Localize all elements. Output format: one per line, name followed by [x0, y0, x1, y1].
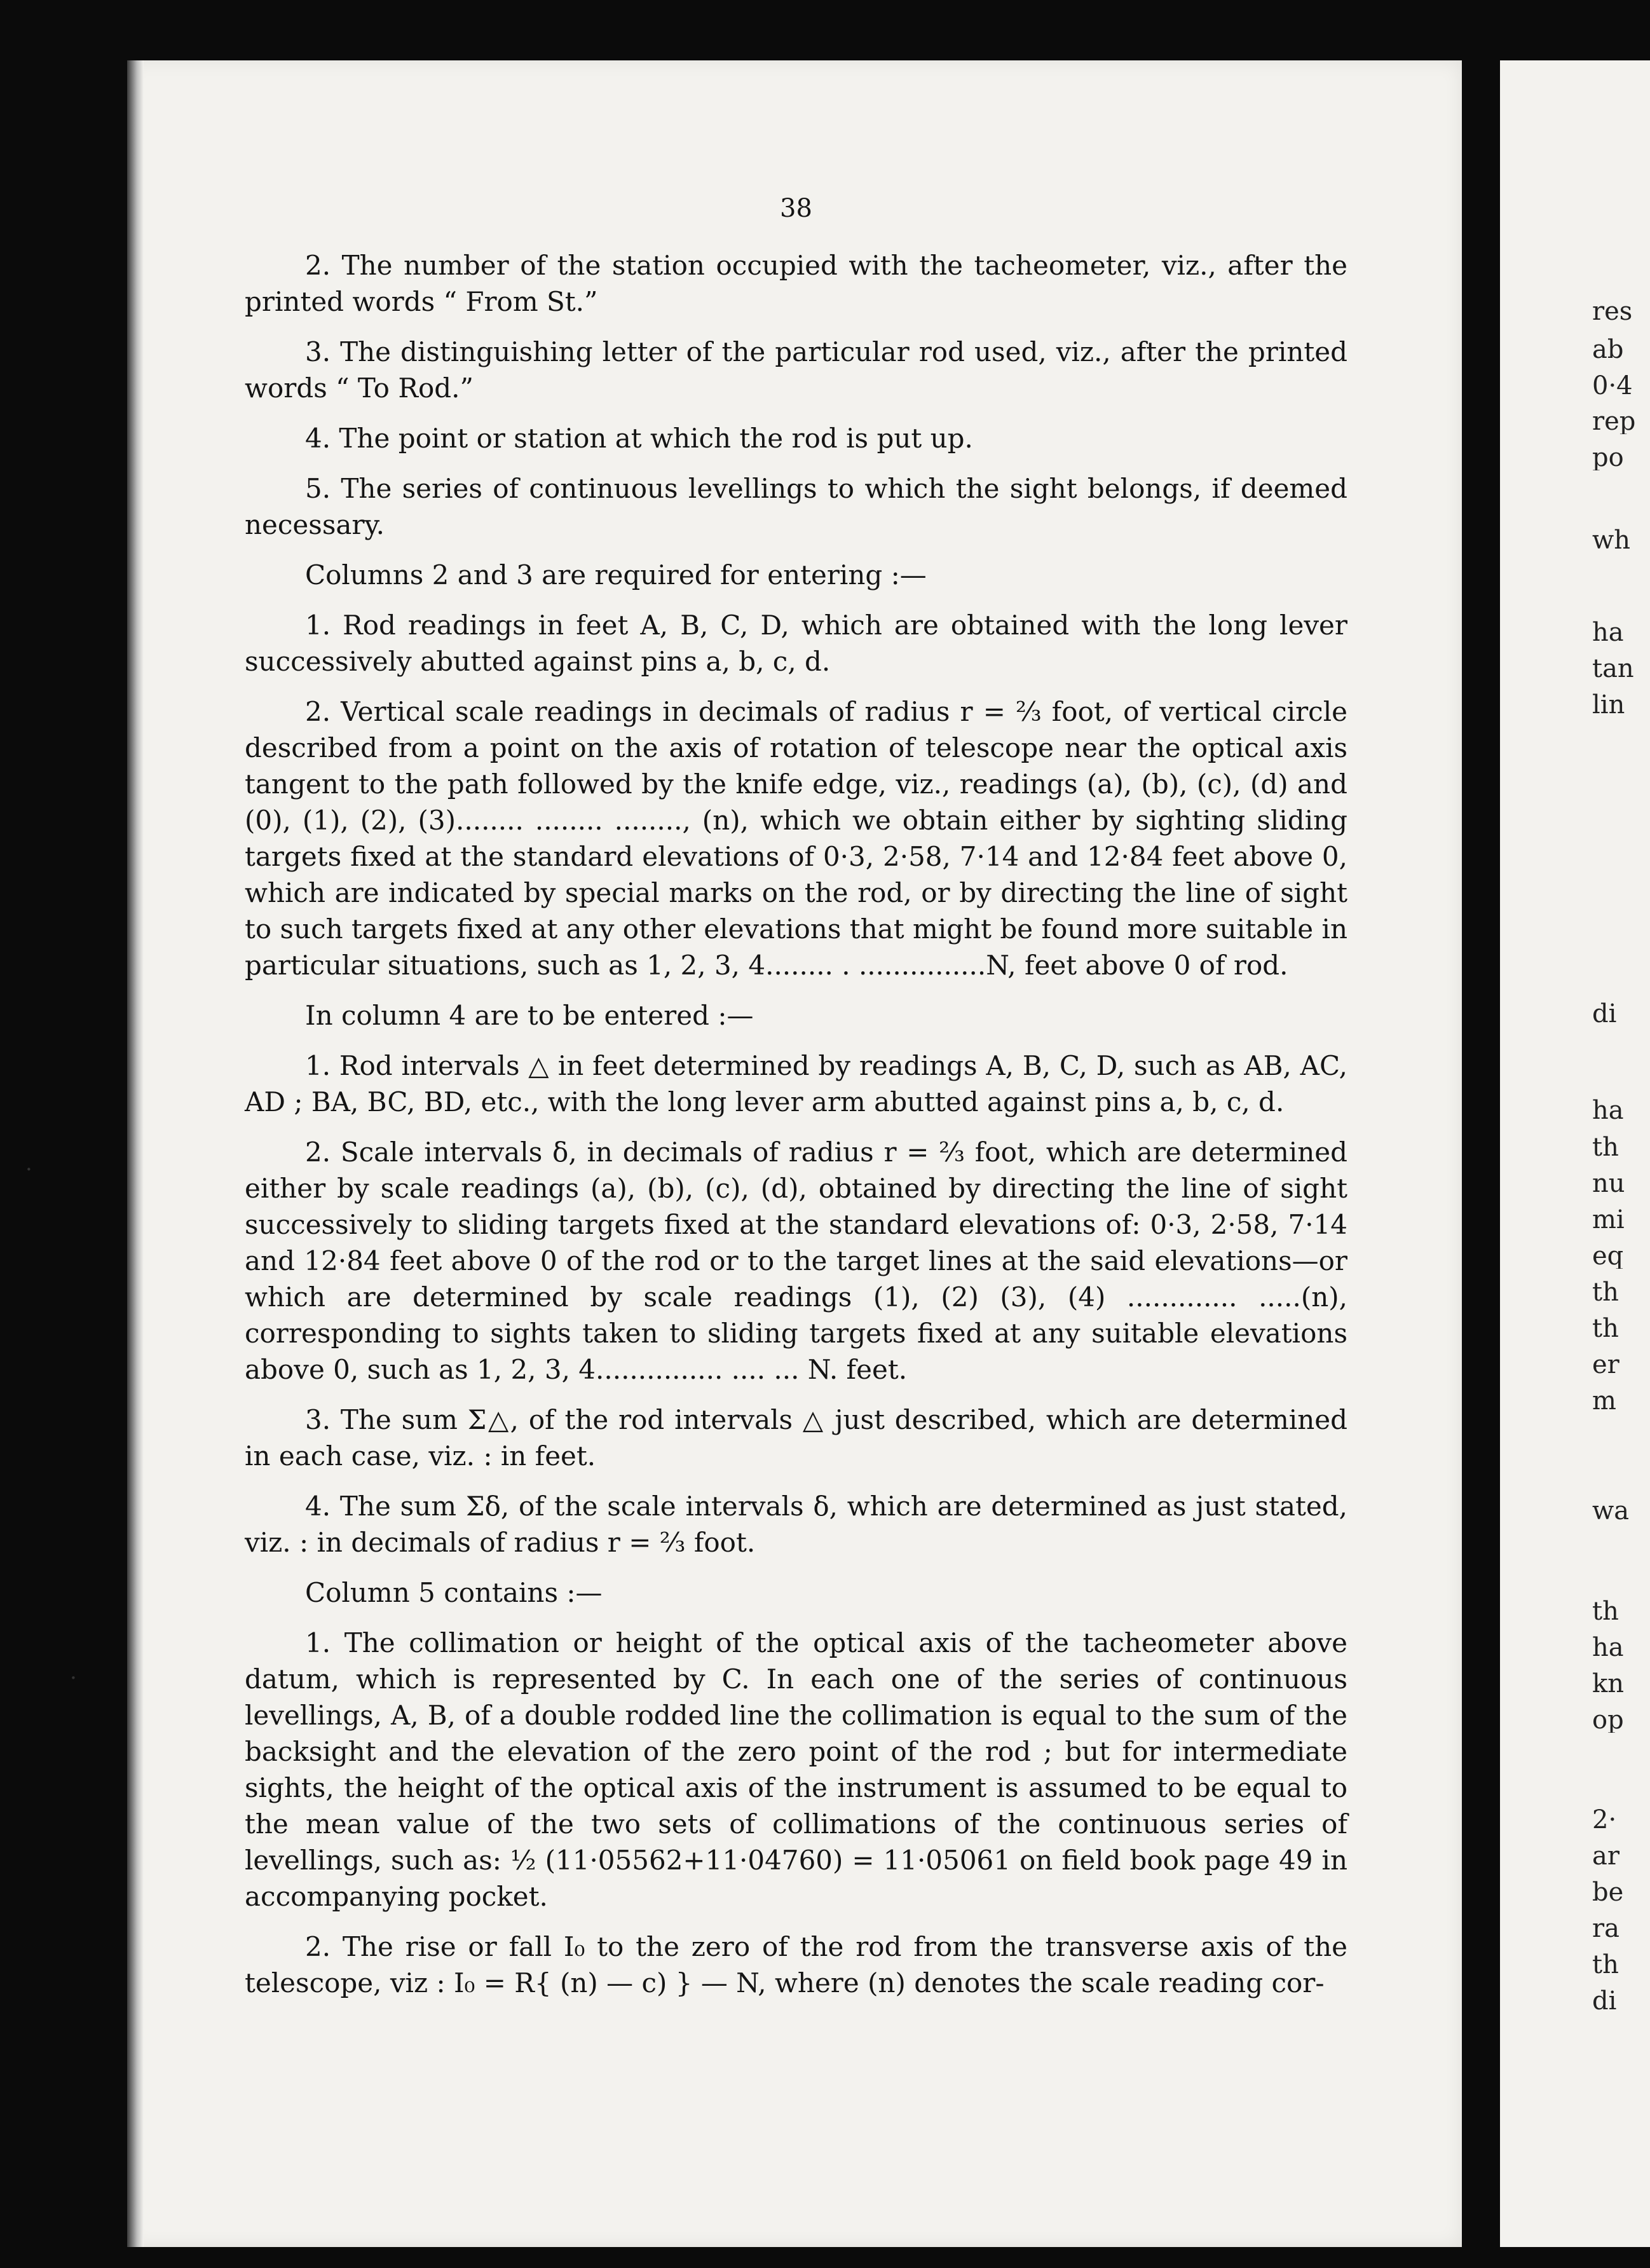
paragraph-item-2: 2. The number of the station occupied with the tacheometer, viz., after the printed words “ From St.”: [245, 250, 1347, 317]
adjacent-page-fragment: ha: [1592, 1635, 1624, 1660]
scan-speck: ·: [70, 1665, 77, 1691]
adjacent-page-fragment: res: [1592, 299, 1633, 324]
paragraph-rise-or-fall: 2. The rise or fall I₀ to the zero of the rod from the transverse axis of the telescope, viz : I₀ = R{ (n) — c) } — N, where (n) denotes the scale reading cor-: [245, 1931, 1347, 1998]
page-text-column: [245, 191, 1347, 2015]
adjacent-page-fragment: th: [1592, 1952, 1619, 1978]
adjacent-page-fragment: po: [1592, 445, 1624, 470]
adjacent-page-fragment: nu: [1592, 1171, 1625, 1196]
paragraph-rod-readings: 1. Rod readings in feet A, B, C, D, which are obtained with the long lever successively abutted against pins a, b, c, d.: [245, 610, 1347, 677]
scan-speck: ·: [25, 1157, 32, 1182]
page-spine-shadow: [127, 60, 144, 2247]
adjacent-page-fragment: di: [1592, 1988, 1617, 2014]
section-heading-columns-2-3: Columns 2 and 3 are required for entering :—: [305, 559, 927, 591]
adjacent-page-fragment: ha: [1592, 620, 1624, 645]
paragraph-rod-intervals: 1. Rod intervals △ in feet determined by readings A, B, C, D, such as AB, AC, AD ; BA, BC, BD, etc., with the long lever arm abutted against pins a, b, c, d.: [245, 1050, 1347, 1117]
adjacent-page-fragment: th: [1592, 1599, 1619, 1624]
paragraph-collimation: 1. The collimation or height of the optical axis of the tacheometer above datum, which is represented by C. In each one of the series of continuous levellings, A, B, of a double rodded line the collimation is equal to the sum of the backsight and the elevation of the zero point of the rod ; but for intermediate sights, the height of the optical axis of the instrument is assumed to be equal to the mean value of the two sets of collimations of the continuous series of levellings, such as: ½ (11·05562+11·04760) = 11·05061 on field book page 49 in accompanying pocket.: [245, 1627, 1347, 1912]
paragraph-scale-intervals: 2. Scale intervals δ, in decimals of radius r = ⅔ foot, which are determined either by scale readings (a), (b), (c), (d), obtained by directing the line of sight successively to sliding targets fixed at the standard elevations of: 0·3, 2·58, 7·14 and 12·84 feet above 0 of the rod or to the target lines at the said elevations—or which are determined by scale readings (1), (2) (3), (4) ............. .....(n), corresponding to sights taken to sliding targets fixed at any suitable elevations above 0, such as 1, 2, 3, 4............... .... ... N. feet.: [245, 1137, 1347, 1385]
adjacent-page-fragment: 0·4: [1592, 373, 1633, 399]
page-number: 38: [780, 194, 812, 223]
adjacent-page-fragment: rep: [1592, 409, 1636, 434]
adjacent-page-fragment: be: [1592, 1880, 1624, 1905]
paragraph-sum-scale-intervals: 4. The sum Σδ, of the scale intervals δ, which are determined as just stated, viz. : in decimals of radius r = ⅔ foot.: [245, 1491, 1347, 1558]
adjacent-page-fragment: th: [1592, 1280, 1619, 1305]
adjacent-page-fragment: m: [1592, 1388, 1616, 1414]
adjacent-page-fragment: th: [1592, 1135, 1619, 1160]
adjacent-page-fragment: ha: [1592, 1098, 1624, 1123]
adjacent-page-edge: [1500, 60, 1650, 2247]
adjacent-page-fragment: er: [1592, 1352, 1619, 1377]
adjacent-page-fragment: tan: [1592, 656, 1634, 681]
paragraph-vertical-scale-readings: 2. Vertical scale readings in decimals of radius r = ⅔ foot, of vertical circle described from a point on the axis of rotation of telescope near the optical axis tangent to the path followed by the knife edge, viz., readings (a), (b), (c), (d) and (0), (1), (2), (3)........ ........ ........, (n), which we obtain either by sighting sliding targets fixed at the standard elevations of 0·3, 2·58, 7·14 and 12·84 feet above 0, which are indicated by special marks on the rod, or by directing the line of sight to such targets fixed at any other elevations that might be found more suitable in particular situations, such as 1, 2, 3, 4........ . ...............N, feet above 0 of rod.: [245, 696, 1347, 981]
adjacent-page-fragment: lin: [1592, 692, 1625, 718]
adjacent-page-fragment: mi: [1592, 1207, 1625, 1233]
section-heading-column-4: In column 4 are to be entered :—: [305, 1000, 754, 1031]
adjacent-page-fragment: kn: [1592, 1671, 1624, 1697]
adjacent-page-fragment: ra: [1592, 1916, 1619, 1941]
adjacent-page-fragment: wa: [1592, 1498, 1630, 1524]
adjacent-page-fragment: eq: [1592, 1243, 1624, 1269]
paragraph-sum-rod-intervals: 3. The sum Σ△, of the rod intervals △ just described, which are determined in each case, viz. : in feet.: [245, 1404, 1347, 1472]
paragraph-item-4: 4. The point or station at which the rod is put up.: [305, 423, 973, 454]
paragraph-item-3: 3. The distinguishing letter of the particular rod used, viz., after the printed words “ To Rod.”: [245, 336, 1347, 404]
adjacent-page-fragment: op: [1592, 1707, 1624, 1733]
adjacent-page-fragment: th: [1592, 1316, 1619, 1341]
adjacent-page-fragment: di: [1592, 1001, 1617, 1027]
adjacent-page-fragment: wh: [1592, 528, 1630, 553]
adjacent-page-fragment: ab: [1592, 337, 1624, 362]
section-heading-column-5: Column 5 contains :—: [305, 1577, 603, 1608]
adjacent-page-fragment: 2·: [1592, 1807, 1617, 1833]
adjacent-page-fragment: ar: [1592, 1843, 1619, 1869]
paragraph-item-5: 5. The series of continuous levellings to which the sight belongs, if deemed necessary.: [245, 473, 1347, 540]
